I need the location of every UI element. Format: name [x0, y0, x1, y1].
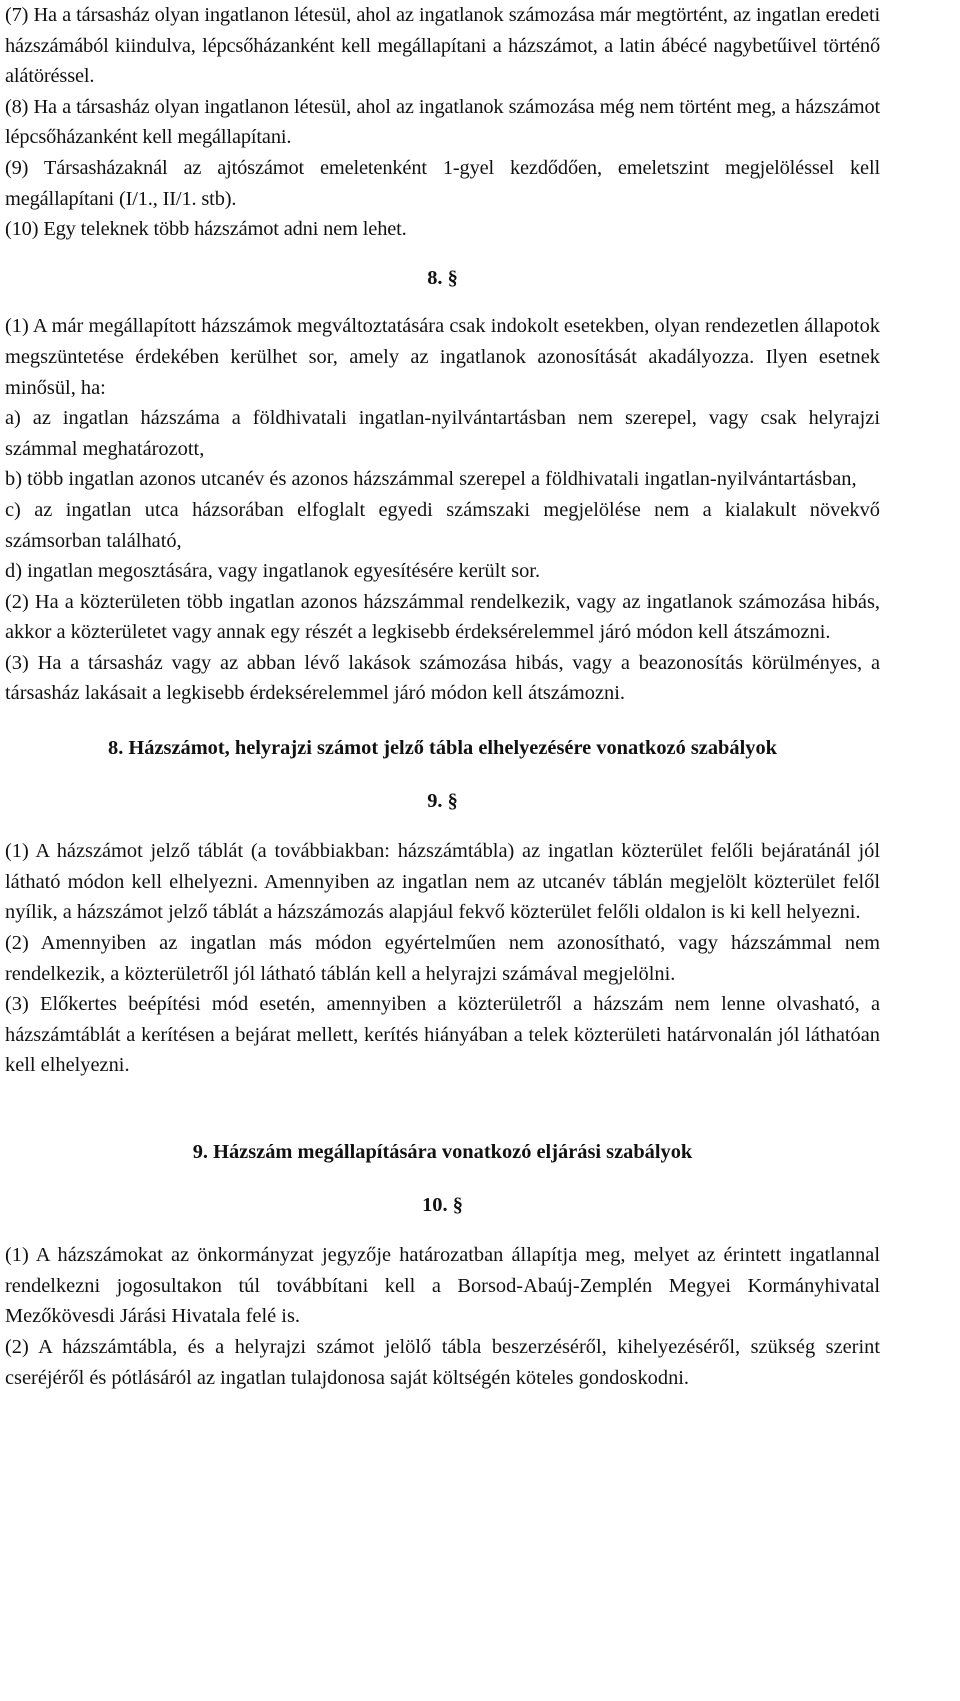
- top-block: [5, 0, 880, 245]
- section-9-body: [5, 836, 880, 1081]
- section-8-number: 8. §: [427, 266, 458, 289]
- section-8-paragraph-2: (2) Ha a közterületen több ingatlan azonos házszámmal rendelkezik, vagy az ingatlanok számozása hibás, akkor a közterületet vagy annak egy részét a legkisebb érdeksérelemmel járó módon kell átszámozni.: [5, 590, 880, 644]
- section-9-paragraph-3: (3) Előkertes beépítési mód esetén, amennyiben a közterületről a házszám nem lenne olvasható, a házszámtáblát a kerítésen a bejárat mellett, kerítés hiányában a telek közterületi határvonalán jól láthatóan kell elhelyezni.: [5, 993, 880, 1077]
- section-10-paragraph-1: (1) A házszámokat az önkormányzat jegyzője határozatban állapítja meg, melyet az érintett ingatlannal rendelkezni jogosultakon túl továbbítani kell a Borsod-Abaúj-Zemplén Megyei Kormányhivatal Mezőkövesdi Járási Hivatala felé is.: [5, 1244, 880, 1328]
- chapter-8-title: 8. Házszámot, helyrajzi számot jelző tábla elhelyezésére vonatkozó szabályok: [108, 737, 777, 760]
- section-8-paragraph-1: (1) A már megállapított házszámok megváltoztatására csak indokolt esetekben, olyan rendezetlen állapotok megszüntetése érdekében kerülhet sor, amely az ingatlanok azonosítását akadályozza. Ilyen esetnek minősül, ha:: [5, 315, 880, 399]
- section-10-number: 10. §: [422, 1193, 463, 1216]
- paragraph-7: (7) Ha a társasház olyan ingatlanon létesül, ahol az ingatlanok számozása már megtörtént, az ingatlan eredeti házszámából kiindulva, lépcsőházanként kell megállapítani a házszámot, a latin ábécé nagybetűivel történő alátöréssel.: [5, 4, 880, 88]
- paragraph-10: (10) Egy teleknek több házszámot adni nem lehet.: [5, 218, 407, 241]
- section-8-item-c: c) az ingatlan utca házsorában elfoglalt egyedi számszaki megjelölése nem a kialakult növekvő számsorban található,: [5, 498, 880, 552]
- section-9-paragraph-2: (2) Amennyiben az ingatlan más módon egyértelműen nem azonosítható, vagy házszámmal nem rendelkezik, a közterületről jól látható táblán kell a helyrajzi számával megjelölni.: [5, 932, 880, 985]
- section-9-paragraph-1: (1) A házszámot jelző táblát (a továbbiakban: házszámtábla) az ingatlan közterület felőli bejáratánál jól látható módon kell elhelyezni. Amennyiben az ingatlan nem az utcanév táblán megjelölt közterület felől nyílik, a házszámot jelző táblát a házszámozás alapjául fekvő közterület felőli oldalon is ki kell helyezni.: [5, 840, 880, 924]
- section-8-item-a: a) az ingatlan házszáma a földhivatali ingatlan-nyilvántartásban nem szerepel, vagy csak helyrajzi számmal meghatározott,: [5, 407, 880, 460]
- section-9-number: 9. §: [427, 789, 458, 812]
- section-8-item-d: d) ingatlan megosztására, vagy ingatlanok egyesítésére került sor.: [5, 560, 541, 583]
- section-8-paragraph-3: (3) Ha a társasház vagy az abban lévő lakások számozása hibás, vagy a beazonosítás körülményes, a társasház lakásait a legkisebb érdeksérelemmel járó módon kell átszámozni.: [5, 651, 880, 705]
- section-10-body: [5, 1240, 880, 1393]
- section-10-paragraph-2: (2) A házszámtábla, és a helyrajzi számot jelölő tábla beszerzéséről, kihelyezéséről, szükség szerint cseréjéről és pótlásáról az ingatlan tulajdonosa saját költségén köteles gondoskodni.: [5, 1335, 880, 1389]
- chapter-9-title: 9. Házszám megállapítására vonatkozó eljárási szabályok: [192, 1141, 693, 1163]
- paragraph-9: (9) Társasházaknál az ajtószámot emeletenként 1-gyel kezdődően, emeletszint megjelöléssel kell megállapítani (I/1., II/1. stb).: [5, 156, 880, 210]
- section-8-item-b: b) több ingatlan azonos utcanév és azonos házszámmal szerepel a földhivatali ingatlan-nyilvántartásban,: [5, 468, 857, 491]
- section-8-body: [5, 311, 880, 709]
- paragraph-8: (8) Ha a társasház olyan ingatlanon létesül, ahol az ingatlanok számozása még nem történt meg, a házszámot lépcsőházanként kell megállapítani.: [5, 95, 880, 149]
